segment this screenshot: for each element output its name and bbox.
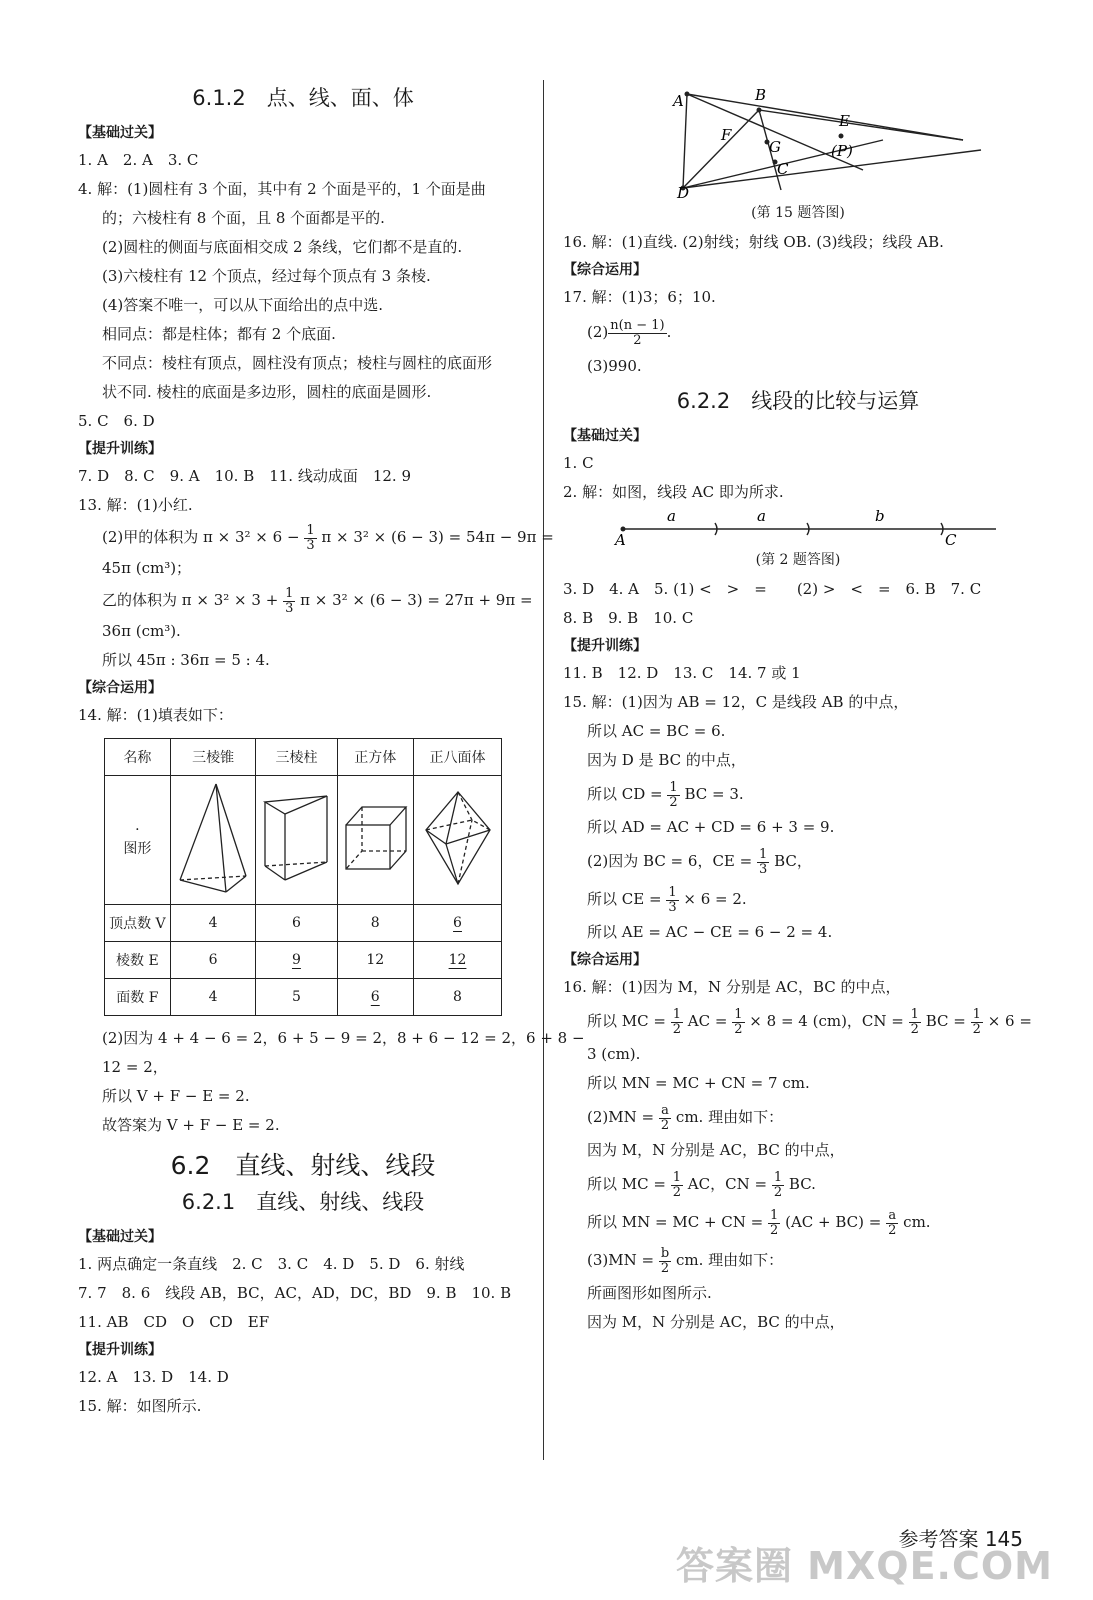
answer-line: 所画图形如图所示. xyxy=(587,1284,712,1302)
figure-label-cell xyxy=(105,776,171,905)
denominator: 2 xyxy=(888,1222,897,1238)
tag-up: 【提升训练】 xyxy=(78,1342,162,1358)
text-span: π × 3² × (6 − 3) = 54π − 9π = xyxy=(321,528,554,546)
fraction xyxy=(659,1104,671,1133)
numerator: 1 xyxy=(672,1006,682,1022)
point-label: B xyxy=(755,86,767,104)
answer-line: 16. 解：(1)直线. (2)射线；射线 OB. (3)线段；线段 AB. xyxy=(563,233,944,251)
filled-value: 6 xyxy=(453,915,462,931)
denominator: 2 xyxy=(669,794,678,810)
answer-line: 11. AB CD O CD EF xyxy=(78,1313,270,1331)
text-span: AC = xyxy=(687,1012,728,1030)
denominator: 2 xyxy=(660,1260,670,1276)
answer-line: 3 (cm). xyxy=(587,1045,641,1063)
denominator: 2 xyxy=(734,1021,743,1037)
fraction xyxy=(666,886,678,915)
answer-line: 5. C 6. D xyxy=(78,412,155,430)
segment-length-label: a xyxy=(757,507,766,525)
column-divider xyxy=(543,80,544,1460)
answer-line xyxy=(563,1165,1033,1203)
section-title-6-2-2: 6.2.2 线段的比较与运算 xyxy=(676,389,920,413)
prism-drawing xyxy=(261,790,331,886)
fraction xyxy=(772,1171,784,1200)
point-label: E xyxy=(839,112,850,130)
numerator: 1 xyxy=(306,522,315,538)
answer-line: 7. 7 8. 6 线段 AB，BC，AC，AD，DC，BD 9. B 10. B xyxy=(78,1284,512,1302)
triangular-prism-figure xyxy=(256,776,337,905)
answer-line: 12. A 13. D 14. D xyxy=(78,1368,229,1386)
watermark-logo: 答案圈 MXQE.COM xyxy=(675,1544,1053,1588)
numerator: 1 xyxy=(759,846,768,862)
text-span: BC = xyxy=(925,1012,966,1030)
row-label: 棱数 E xyxy=(105,942,171,979)
table-header: 三棱锥 xyxy=(170,739,256,776)
answer-line xyxy=(563,312,1033,352)
numerator: 1 xyxy=(773,1169,783,1185)
table-header: 正方体 xyxy=(337,739,414,776)
footer-label: 参考答案 xyxy=(898,1527,979,1551)
row-label: 顶点数 V xyxy=(105,905,171,942)
numerator: a xyxy=(886,1209,898,1224)
table-cell-filled xyxy=(256,942,337,979)
text-span: . xyxy=(666,323,672,341)
answer-line xyxy=(563,1098,1033,1136)
text-span: AC，CN = xyxy=(687,1175,768,1193)
figure-2-caption: (第 2 题答图) xyxy=(755,552,841,568)
table-cell: 4 xyxy=(170,905,256,942)
right-column xyxy=(563,70,1033,1337)
answer-line: 因为 M，N 分别是 AC，BC 的中点， xyxy=(587,1313,845,1331)
table-row xyxy=(105,979,502,1016)
table-cell: 6 xyxy=(170,942,256,979)
denominator: 2 xyxy=(633,332,642,348)
denominator: 2 xyxy=(672,1184,682,1200)
table-cell-filled xyxy=(414,905,502,942)
table-figure-row xyxy=(105,776,502,905)
tag-comp: 【综合运用】 xyxy=(563,952,647,968)
table-header: 名称 xyxy=(105,739,171,776)
table-cell-filled xyxy=(337,979,414,1016)
point-label: G xyxy=(769,138,781,156)
filled-value: 6 xyxy=(370,989,380,1005)
answer-line xyxy=(563,880,1033,918)
numerator: 1 xyxy=(770,1207,779,1223)
answer-line: 14. 解：(1)填表如下： xyxy=(78,706,233,724)
fraction xyxy=(886,1209,898,1238)
section-title-6-2-1: 6.2.1 直线、射线、线段 xyxy=(181,1190,425,1214)
tag-basic: 【基础过关】 xyxy=(563,428,647,444)
section-title-6-1-2: 6.1.2 点、线、面、体 xyxy=(192,86,414,110)
numerator: a xyxy=(659,1104,671,1119)
answer-line: 8. B 9. B 10. C xyxy=(563,609,694,627)
octahedron-figure xyxy=(414,776,502,905)
table-header-row xyxy=(105,739,502,776)
answer-line: 不同点：棱柱有顶点，圆柱没有顶点；棱柱与圆柱的底面形 xyxy=(102,354,493,372)
numerator: 1 xyxy=(668,884,677,900)
denominator: 2 xyxy=(770,1222,779,1238)
tag-up: 【提升训练】 xyxy=(563,638,647,654)
answer-line: 15. 解：如图所示. xyxy=(78,1397,202,1415)
table-cell: 8 xyxy=(414,979,502,1016)
figure-15-diagram xyxy=(663,70,993,200)
table-header: 正八面体 xyxy=(414,739,502,776)
numerator: 1 xyxy=(972,1006,981,1022)
text-span: (AC + BC) = xyxy=(785,1213,882,1231)
table-cell-filled xyxy=(414,942,502,979)
table-cell: 12 xyxy=(337,942,414,979)
denominator: 2 xyxy=(672,1021,682,1037)
answer-line: 2. 解：如图，线段 AC 即为所求. xyxy=(563,483,784,501)
answer-line: 1. 两点确定一条直线 2. C 3. C 4. D 5. D 6. 射线 xyxy=(78,1255,465,1273)
answer-line: 故答案为 V + F − E = 2. xyxy=(102,1116,280,1134)
denominator: 2 xyxy=(773,1184,783,1200)
table-row xyxy=(105,905,502,942)
answer-line: (2)因为 4 + 4 − 6 = 2，6 + 5 − 9 = 2，8 + 6 − 12 = 2，6 + 8 − xyxy=(102,1029,585,1047)
answer-line: 状不同. 棱柱的底面是多边形，圆柱的底面是圆形. xyxy=(102,383,432,401)
point-label: D xyxy=(677,184,690,200)
text-span: BC， xyxy=(774,852,812,870)
segment-length-label: b xyxy=(875,507,885,525)
text-span: 所以 CD = xyxy=(587,785,663,803)
text-span: 所以 MN = MC + CN = xyxy=(587,1213,764,1231)
fraction xyxy=(304,524,316,553)
answer-line: 所以 AD = AC + CD = 6 + 3 = 9. xyxy=(587,818,835,836)
text-span: BC. xyxy=(788,1175,816,1193)
fraction xyxy=(667,781,679,810)
fraction xyxy=(283,587,295,616)
fraction xyxy=(971,1008,983,1037)
text-span: 所以 MC = xyxy=(587,1175,666,1193)
point-label: A xyxy=(673,92,684,110)
answer-line: 4. 解：(1)圆柱有 3 个面，其中有 2 个面是平的，1 个面是曲 xyxy=(78,180,486,198)
answer-line: 因为 D 是 BC 的中点， xyxy=(587,751,746,769)
numerator: b xyxy=(660,1245,670,1261)
cube-figure xyxy=(337,776,414,905)
answer-line: 所以 V + F − E = 2. xyxy=(102,1087,250,1105)
answer-line: 所以 AE = AC − CE = 6 − 2 = 4. xyxy=(587,923,833,941)
figure-15-caption: (第 15 题答图) xyxy=(751,205,845,221)
point-label: C xyxy=(777,160,789,178)
filled-value: 12 xyxy=(448,952,467,968)
text-span: × 6 = xyxy=(987,1012,1032,1030)
denominator: 3 xyxy=(285,600,294,616)
answer-line xyxy=(563,1203,1033,1241)
denominator: 2 xyxy=(972,1021,981,1037)
answer-line xyxy=(78,583,533,617)
fraction xyxy=(659,1247,671,1276)
text-span: cm. 理由如下： xyxy=(675,1108,784,1126)
answer-line: 16. 解：(1)因为 M，N 分别是 AC，BC 的中点， xyxy=(563,978,901,996)
tag-basic: 【基础过关】 xyxy=(78,125,162,141)
fraction xyxy=(909,1008,921,1037)
tag-comp: 【综合运用】 xyxy=(78,680,162,696)
answer-line: (3)990. xyxy=(587,357,642,375)
answer-line xyxy=(563,1002,1033,1040)
dot-mark: · xyxy=(135,822,140,838)
point-label: (P) xyxy=(831,142,853,160)
answer-line: 3. D 4. A 5. (1) < > = (2) > < = 6. B 7. C xyxy=(563,580,982,598)
triangular-pyramid-figure xyxy=(170,776,256,905)
table-row xyxy=(105,942,502,979)
answer-line: 1. C xyxy=(563,454,594,472)
octahedron-drawing xyxy=(420,788,496,888)
fraction xyxy=(768,1209,780,1238)
figure-label: 图形 xyxy=(123,841,152,857)
numerator: 1 xyxy=(734,1006,743,1022)
segment-end-label: C xyxy=(945,531,957,547)
text-span: (2)甲的体积为 π × 3² × 6 − xyxy=(102,528,300,546)
fraction xyxy=(608,319,666,348)
section-title-6-2: 6.2 直线、射线、线段 xyxy=(170,1151,436,1180)
answer-line: (4)答案不唯一，可以从下面给出的点中选. xyxy=(102,296,384,314)
cube-drawing xyxy=(342,803,408,873)
answer-line: (2)圆柱的侧面与底面相交成 2 条线，它们都不是直的. xyxy=(102,238,463,256)
answer-line: 36π (cm³). xyxy=(102,622,181,640)
fraction xyxy=(671,1008,683,1037)
answer-line xyxy=(78,520,554,554)
text-span: (2) xyxy=(587,323,609,341)
answer-line xyxy=(563,842,1033,880)
fraction xyxy=(671,1171,683,1200)
filled-value: 9 xyxy=(291,952,301,968)
numerator: 1 xyxy=(910,1006,919,1022)
answer-line: (3)六棱柱有 12 个顶点，经过每个顶点有 3 条棱. xyxy=(102,267,431,285)
answer-line: 因为 M，N 分别是 AC，BC 的中点， xyxy=(587,1141,845,1159)
table-cell: 6 xyxy=(256,905,337,942)
answer-line: 的；六棱柱有 8 个面，且 8 个面都是平的. xyxy=(102,209,385,227)
solids-table xyxy=(104,738,502,1016)
text-span: π × 3² × (6 − 3) = 27π + 9π = xyxy=(300,591,533,609)
answer-line xyxy=(563,775,1033,813)
fraction xyxy=(757,848,769,877)
answer-line: 15. 解：(1)因为 AB = 12，C 是线段 AB 的中点， xyxy=(563,693,909,711)
numerator: 1 xyxy=(285,585,294,601)
answer-line: 7. D 8. C 9. A 10. B 11. 线动成面 12. 9 xyxy=(78,467,412,485)
figure-2-diagram xyxy=(611,507,1001,547)
denominator: 2 xyxy=(660,1117,670,1133)
answer-line: 45π (cm³)； xyxy=(102,559,192,577)
answer-line xyxy=(563,1241,1033,1279)
denominator: 3 xyxy=(759,861,768,877)
tag-up: 【提升训练】 xyxy=(78,441,162,457)
numerator: 1 xyxy=(669,779,678,795)
answer-line: 17. 解：(1)3；6；10. xyxy=(563,288,716,306)
answer-line: 所以 MN = MC + CN = 7 cm. xyxy=(587,1074,810,1092)
text-span: cm. 理由如下： xyxy=(675,1251,784,1269)
table-header: 三棱柱 xyxy=(256,739,337,776)
table-cell: 4 xyxy=(170,979,256,1016)
fraction xyxy=(732,1008,744,1037)
answer-line: 所以 45π : 36π = 5 : 4. xyxy=(102,651,270,669)
tag-basic: 【基础过关】 xyxy=(78,1229,162,1245)
text-span: (2)因为 BC = 6，CE = xyxy=(587,852,753,870)
page-number: 145 xyxy=(984,1527,1023,1551)
text-span: 乙的体积为 π × 3² × 3 + xyxy=(102,591,279,609)
answer-line: 12 = 2， xyxy=(102,1058,168,1076)
segment-end-label: A xyxy=(615,531,626,547)
numerator: n(n − 1) xyxy=(610,317,665,333)
answer-line: 1. A 2. A 3. C xyxy=(78,151,199,169)
text-span: cm. xyxy=(903,1213,931,1231)
row-label: 面数 F xyxy=(105,979,171,1016)
text-span: 所以 MC = xyxy=(587,1012,666,1030)
answer-line: 相同点：都是柱体；都有 2 个底面. xyxy=(102,325,336,343)
denominator: 3 xyxy=(668,899,677,915)
pyramid-drawing xyxy=(176,780,250,896)
denominator: 3 xyxy=(306,537,315,553)
text-span: × 8 = 4 (cm)，CN = xyxy=(749,1012,904,1030)
answer-line: 13. 解：(1)小红. xyxy=(78,496,193,514)
text-span: (3)MN = xyxy=(587,1251,655,1269)
point-label: F xyxy=(721,126,732,144)
table-cell: 8 xyxy=(337,905,414,942)
tag-comp: 【综合运用】 xyxy=(563,262,647,278)
numerator: 1 xyxy=(672,1169,682,1185)
answer-line: 11. B 12. D 13. C 14. 7 或 1 xyxy=(563,664,801,682)
table-cell: 5 xyxy=(256,979,337,1016)
text-span: × 6 = 2. xyxy=(683,890,747,908)
answer-line: 所以 AC = BC = 6. xyxy=(587,722,726,740)
text-span: BC = 3. xyxy=(684,785,744,803)
denominator: 2 xyxy=(910,1021,919,1037)
text-span: 所以 CE = xyxy=(587,890,662,908)
segment-length-label: a xyxy=(667,507,676,525)
text-span: (2)MN = xyxy=(587,1108,655,1126)
